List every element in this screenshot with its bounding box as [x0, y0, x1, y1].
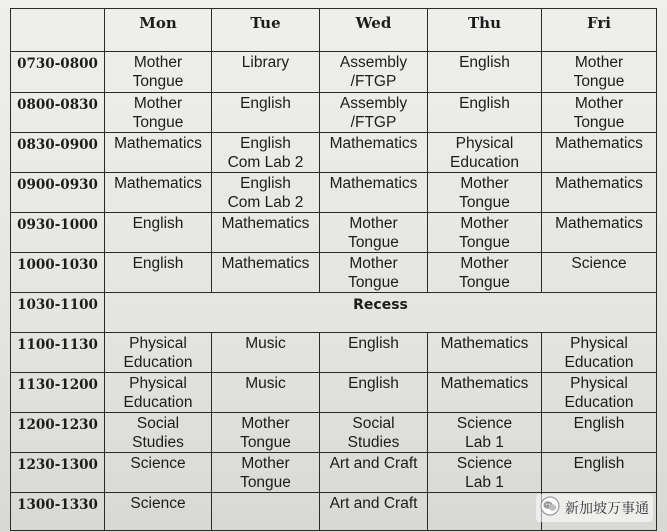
lesson-cell: English	[542, 413, 657, 453]
timetable	[10, 8, 657, 531]
lesson-cell: Mathematics	[212, 253, 320, 293]
lesson-cell: English	[105, 253, 212, 293]
watermark	[536, 494, 653, 522]
lesson-cell	[212, 493, 320, 531]
lesson-cell: Physical Education	[105, 373, 212, 413]
lesson-cell: Social Studies	[320, 413, 428, 453]
lesson-cell: Science	[105, 493, 212, 531]
lesson-cell: Science	[542, 253, 657, 293]
time-slot: 1000-1030	[11, 253, 105, 293]
lesson-cell: Physical Education	[542, 333, 657, 373]
lesson-cell: Mother Tongue	[542, 52, 657, 93]
lesson-cell: Mathematics	[542, 213, 657, 253]
time-slot: 1200-1230	[11, 413, 105, 453]
lesson-cell: Mother Tongue	[105, 52, 212, 93]
time-slot: 0830-0900	[11, 133, 105, 173]
timetable-row	[11, 333, 657, 373]
timetable-row	[11, 453, 657, 493]
lesson-cell: Assembly /FTGP	[320, 52, 428, 93]
lesson-cell: Mother Tongue	[428, 213, 542, 253]
lesson-cell: Physical Education	[428, 133, 542, 173]
time-slot: 1230-1300	[11, 453, 105, 493]
header-day-thu: Thu	[428, 9, 542, 52]
lesson-cell: Science Lab 1	[428, 413, 542, 453]
header-day-mon: Mon	[105, 9, 212, 52]
time-slot: 1030-1100	[11, 293, 105, 333]
lesson-cell: Mathematics	[428, 333, 542, 373]
timetable-row	[11, 93, 657, 133]
time-slot: 0930-1000	[11, 213, 105, 253]
time-slot: 0800-0830	[11, 93, 105, 133]
time-slot: 1300-1330	[11, 493, 105, 531]
timetable-row	[11, 373, 657, 413]
timetable-row	[11, 52, 657, 93]
lesson-cell: Assembly /FTGP	[320, 93, 428, 133]
lesson-cell: Mother Tongue	[320, 253, 428, 293]
header-day-fri: Fri	[542, 9, 657, 52]
timetable-row	[11, 213, 657, 253]
lesson-cell: Art and Craft	[320, 493, 428, 531]
recess-cell: Recess	[105, 293, 657, 333]
lesson-cell: English	[428, 93, 542, 133]
lesson-cell: Mathematics	[105, 133, 212, 173]
timetable-row	[11, 413, 657, 453]
lesson-cell: Mathematics	[212, 213, 320, 253]
lesson-cell: English	[542, 453, 657, 493]
header-day-tue: Tue	[212, 9, 320, 52]
lesson-cell: Mathematics	[542, 133, 657, 173]
lesson-cell: English Com Lab 2	[212, 173, 320, 213]
lesson-cell: English	[320, 373, 428, 413]
header-corner	[11, 9, 105, 52]
lesson-cell: Library	[212, 52, 320, 93]
lesson-cell: Music	[212, 373, 320, 413]
lesson-cell: Mother Tongue	[428, 173, 542, 213]
lesson-cell: Mother Tongue	[320, 213, 428, 253]
timetable-row	[11, 253, 657, 293]
time-slot: 0900-0930	[11, 173, 105, 213]
lesson-cell: English	[105, 213, 212, 253]
header-row	[11, 9, 657, 52]
wechat-logo-icon	[540, 496, 560, 520]
lesson-cell: Mother Tongue	[542, 93, 657, 133]
lesson-cell: Social Studies	[105, 413, 212, 453]
lesson-cell: Music	[212, 333, 320, 373]
time-slot: 1100-1130	[11, 333, 105, 373]
time-slot: 0730-0800	[11, 52, 105, 93]
timetable-row	[11, 173, 657, 213]
header-day-wed: Wed	[320, 9, 428, 52]
lesson-cell: English Com Lab 2	[212, 133, 320, 173]
lesson-cell: Mathematics	[542, 173, 657, 213]
time-slot: 1130-1200	[11, 373, 105, 413]
lesson-cell: Mother Tongue	[212, 413, 320, 453]
timetable-row	[11, 133, 657, 173]
lesson-cell: Physical Education	[542, 373, 657, 413]
timetable-row-recess	[11, 293, 657, 333]
lesson-cell: Art and Craft	[320, 453, 428, 493]
lesson-cell: English	[320, 333, 428, 373]
watermark-text: 新加坡万事通	[565, 501, 649, 517]
lesson-cell: English	[212, 93, 320, 133]
lesson-cell: Science Lab 1	[428, 453, 542, 493]
lesson-cell: Mother Tongue	[428, 253, 542, 293]
lesson-cell: Physical Education	[105, 333, 212, 373]
lesson-cell	[428, 493, 542, 531]
lesson-cell: Mathematics	[428, 373, 542, 413]
lesson-cell: Science	[105, 453, 212, 493]
lesson-cell: Mother Tongue	[212, 453, 320, 493]
lesson-cell: Mother Tongue	[105, 93, 212, 133]
lesson-cell: Mathematics	[105, 173, 212, 213]
lesson-cell: Mathematics	[320, 173, 428, 213]
lesson-cell: English	[428, 52, 542, 93]
lesson-cell: Mathematics	[320, 133, 428, 173]
